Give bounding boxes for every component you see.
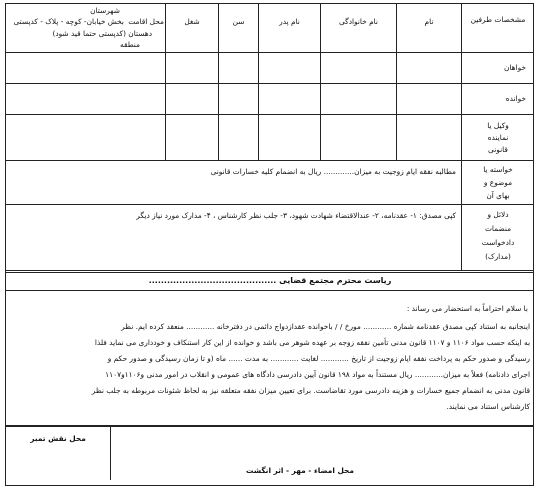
header-address-region: منطقه <box>120 40 140 49</box>
signature-place-label: محل امضاء - مهر - اثر انگشت <box>246 466 354 475</box>
row-lawyer-label-2: نماینده <box>487 133 509 142</box>
evidence-label-1: دلائل و <box>487 210 509 219</box>
row-plaintiff-label: خواهان <box>503 63 526 72</box>
body-line-6: کارشناس استناد می نمایند. <box>446 402 530 411</box>
col-divider <box>396 3 397 160</box>
body-line-3: رسیدگی و صدور حکم به پرداخت نفقه ایام زوجیت از تاریخ ............ لغایت ............ به مدت ...... ماه (و تا زمان رسیدگی و صدور حکم و <box>107 354 530 363</box>
header-father: نام پدر <box>279 17 300 26</box>
stamp-place-label: محل نقش تمبر <box>30 434 86 443</box>
row-defendant-label: خوانده <box>505 94 526 103</box>
row-divider <box>5 52 534 53</box>
claim-text: مطالبه نفقه ایام زوجیت به میزان............. ریال به انضمام کلیه خسارات قانونی <box>210 167 456 176</box>
body-line-5: قانون مدنی به انضمام جمیع خسارات و هزینه دادرسی مورد تقاضاست. برای تعیین میزان نفقه متعلقه نیز به لحاظ شئونات مربوطه به جلب نظر <box>91 386 530 395</box>
evidence-text: کپی مصدق: ۱- عقدنامه، ۲- عندالاقتضاء شهادت شهود، ۳- جلب نظر کارشناس ، ۴- مدارک مورد نیاز دیگر <box>136 211 456 220</box>
col-divider <box>258 3 259 160</box>
evidence-label-4: (مدارک) <box>485 252 511 261</box>
petition-heading: ریاست محترم مجتمع قضایی .......................................... <box>148 276 392 285</box>
header-parties: مشخصات طرفین <box>470 15 526 24</box>
claim-label-3: بهای آن <box>486 191 510 200</box>
header-address-postal: دهستان (کدپستی حتما قید شود) <box>52 29 152 38</box>
body-line-1: اینجانبه به استناد کپی مصدق عقدنامه شماره ............ مورخ / / باخوانده عقدازدواج دائمی در دفترخانه ............ منعقد کرده ایم. نظر <box>121 322 530 331</box>
body-line-2: به اینکه حسب مواد ۱۱۰۶ و ۱۱۰۷ قانون مدنی تأمین نفقه زوجه بر عهده شوهر می باشد و خوانده از این کار استنکاف و خودداری می نماید فلذا <box>94 338 530 347</box>
salutation: با سلام احتراماً به استحضار می رساند : <box>406 304 528 313</box>
header-job: شغل <box>184 17 200 26</box>
row-divider <box>5 83 534 84</box>
row-divider <box>5 114 534 115</box>
header-residence: محل اقامت <box>128 17 164 26</box>
footer-divider <box>110 426 111 480</box>
row-divider <box>5 204 534 205</box>
evidence-label-2: منضمات <box>484 224 512 233</box>
row-lawyer-label-3: قانونی <box>488 145 508 154</box>
header-name: نام <box>424 17 434 26</box>
col-divider <box>165 3 166 160</box>
header-surname: نام خانوادگی <box>339 17 378 26</box>
parties-table <box>5 3 534 273</box>
header-address-city: شهرستان <box>90 6 120 15</box>
body-line-4: اجرای دادنامه) فعلاً به میزان............ ریال مستنداً به مواد ۱۹۸ قانون آیین دادرسی دادگاه های عمومی و انقلاب در امور مدنی و۱۱۰۶و۱۱۰۷ <box>105 370 530 379</box>
header-age: سن <box>232 17 245 26</box>
col-divider <box>218 3 219 160</box>
evidence-label-3: دادخواست <box>481 238 515 247</box>
claim-label-2: موضوع و <box>483 178 513 187</box>
heading-underline <box>5 290 534 291</box>
header-address-street: بخش خیابان- کوچه - پلاک - کدپستی <box>13 17 124 26</box>
row-divider <box>5 160 534 161</box>
col-divider <box>320 3 321 160</box>
row-lawyer-label-1: وکیل یا <box>487 121 509 130</box>
claim-label-1: خواسته یا <box>483 165 513 174</box>
